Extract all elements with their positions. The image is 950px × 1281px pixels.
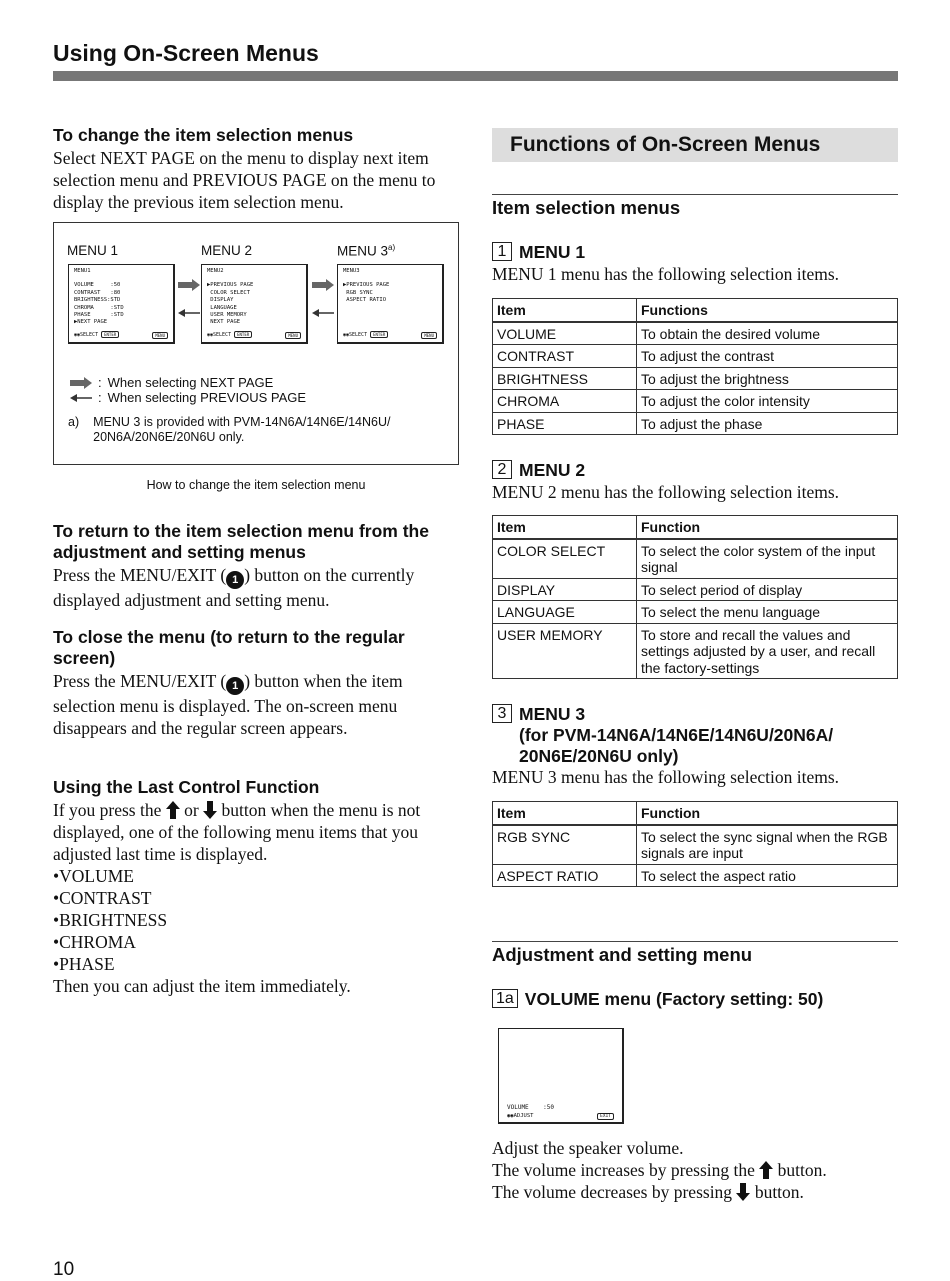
table-row: CHROMA To adjust the color intensity bbox=[493, 390, 898, 413]
up-arrow-icon bbox=[759, 1161, 773, 1179]
close-menu-text: Press the MENU/EXIT ( 1 ) button when the item selection menu is displayed. The on-screen menu disappears and the regular screen appears. bbox=[53, 671, 403, 738]
menu1-heading: 1 MENU 1 bbox=[492, 242, 585, 263]
menu1-table bbox=[492, 298, 898, 435]
legend-previous-page: : When selecting PREVIOUS PAGE bbox=[70, 390, 306, 405]
screen-row: ▶PREVIOUS PAGE bbox=[343, 282, 390, 289]
last-control-section bbox=[53, 777, 463, 997]
table-row: LANGUAGE To select the menu language bbox=[493, 601, 898, 624]
menu-change-diagram bbox=[53, 222, 459, 465]
menu2-table bbox=[492, 515, 898, 679]
menu1-label: MENU 1 bbox=[67, 243, 119, 258]
return-menu-text: Press the MENU/EXIT ( 1 ) button on the currently displayed adjustment and setting menu. bbox=[53, 565, 415, 610]
section-rule bbox=[492, 941, 898, 942]
screen-title: MENU1 bbox=[74, 268, 91, 274]
next-page-arrow-icon bbox=[70, 377, 92, 389]
menu-exit-button-number-icon: 1 bbox=[226, 677, 244, 695]
screen-footer: ◉◉SELECT ENTER MENU bbox=[207, 332, 301, 339]
menu2-intro: MENU 2 menu has the following selection items. bbox=[492, 482, 840, 502]
next-page-arrow-icon bbox=[312, 279, 334, 291]
bullet-item: •VOLUME bbox=[53, 866, 134, 886]
menu2-label: MENU 2 bbox=[201, 243, 253, 258]
return-menu-heading: To return to the item selection menu from the adjustment and setting menus bbox=[53, 521, 429, 562]
table-row: DISPLAY To select period of display bbox=[493, 578, 898, 601]
adjustment-heading: Adjustment and setting menu bbox=[492, 944, 753, 965]
table-row: COLOR SELECT To select the color system of the input signal bbox=[493, 539, 898, 579]
volume-line: The volume decreases by pressing button. bbox=[492, 1182, 804, 1202]
section-banner: Functions of On-Screen Menus bbox=[492, 128, 898, 162]
screen-row: CONTRAST :80 bbox=[74, 289, 121, 296]
bullet-item: •CHROMA bbox=[53, 932, 136, 952]
table-row: ASPECT RATIO To select the aspect ratio bbox=[493, 864, 898, 887]
bullet-item: •PHASE bbox=[53, 954, 115, 974]
diagram-caption: How to change the item selection menu bbox=[146, 478, 366, 492]
screen-row: VOLUME :50 bbox=[74, 282, 121, 289]
table-row: VOLUME To obtain the desired volume bbox=[493, 322, 898, 345]
volume-menu-heading: 1a VOLUME menu (Factory setting: 50) bbox=[492, 989, 823, 1010]
menu2-screen bbox=[201, 264, 308, 344]
bullet-item: •BRIGHTNESS bbox=[53, 910, 168, 930]
previous-page-arrow-icon bbox=[178, 307, 200, 319]
menu2-heading: 2 MENU 2 bbox=[492, 460, 585, 481]
screen-footer: ◉◉SELECT ENTER MENU bbox=[343, 332, 437, 339]
legend-next-page: : When selecting NEXT PAGE bbox=[70, 375, 273, 390]
menu3-table bbox=[492, 801, 898, 887]
menu3-heading: 3 MENU 3 (for PVM-14N6A/14N6E/14N6U/20N6A/ 20N6E/20N6U only) bbox=[492, 704, 833, 767]
last-control-heading: Using the Last Control Function bbox=[53, 777, 320, 797]
page-number: 10 bbox=[53, 1259, 75, 1280]
down-arrow-icon bbox=[203, 801, 217, 819]
previous-page-arrow-icon bbox=[70, 392, 92, 404]
screen-row: ASPECT RATIO bbox=[343, 297, 387, 304]
page-title: Using On-Screen Menus bbox=[53, 40, 319, 66]
change-menus-section bbox=[53, 125, 463, 213]
item-selection-heading: Item selection menus bbox=[492, 197, 681, 218]
screen-title: MENU2 bbox=[207, 268, 224, 274]
menu3-intro: MENU 3 menu has the following selection items. bbox=[492, 767, 840, 787]
screen-row: LANGUAGE bbox=[207, 304, 237, 311]
next-page-arrow-icon bbox=[178, 279, 200, 291]
previous-page-arrow-icon bbox=[312, 307, 334, 319]
table-row: RGB SYNC To select the sync signal when the RGB signals are input bbox=[493, 825, 898, 865]
volume-menu-screen bbox=[498, 1028, 624, 1124]
screen-row: BRIGHTNESS:STD bbox=[74, 297, 121, 304]
change-menus-heading: To change the item selection menus bbox=[53, 125, 354, 145]
screen-row: PHASE :STD bbox=[74, 312, 124, 319]
menu3-screen bbox=[337, 264, 444, 344]
menu1-intro: MENU 1 menu has the following selection items. bbox=[492, 264, 840, 284]
screen-row: ▶NEXT PAGE bbox=[74, 319, 108, 326]
screen-footer: ◉◉ADJUST EXIT bbox=[507, 1113, 614, 1120]
screen-title: MENU3 bbox=[343, 268, 360, 274]
screen-row: NEXT PAGE bbox=[207, 319, 241, 326]
menu3-label: MENU 3$^{a)}$ bbox=[337, 243, 396, 259]
down-arrow-icon bbox=[736, 1183, 750, 1201]
volume-line: Adjust the speaker volume. bbox=[492, 1138, 684, 1158]
menu-exit-button-number-icon: 1 bbox=[226, 571, 244, 589]
screen-row: CHROMA :STD bbox=[74, 304, 124, 311]
table-row: CONTRAST To adjust the contrast bbox=[493, 345, 898, 368]
table-row: PHASE To adjust the phase bbox=[493, 412, 898, 435]
table-row: USER MEMORY To store and recall the values and settings adjusted by a user, and recall the factory-settings bbox=[493, 623, 898, 679]
menu1-screen bbox=[68, 264, 175, 344]
bullet-item: •CONTRAST bbox=[53, 888, 152, 908]
return-menu-section bbox=[53, 521, 463, 611]
diagram-footnote: a) MENU 3 is provided with PVM-14N6A/14N6E/14N6U/ 20N6A/20N6E/20N6U only. bbox=[68, 415, 391, 444]
table-header-row: Item Function bbox=[493, 802, 898, 825]
screen-row: ▶PREVIOUS PAGE bbox=[207, 282, 254, 289]
table-header-row: Item Functions bbox=[493, 299, 898, 322]
close-menu-section bbox=[53, 627, 463, 739]
last-control-text: If you press the or button when the menu is not displayed, one of the following menu items that you adjusted last time is displayed. bbox=[53, 800, 421, 864]
screen-row: USER MEMORY bbox=[207, 312, 247, 319]
screen-row: VOLUME :50 bbox=[507, 1104, 554, 1111]
section-rule bbox=[492, 194, 898, 195]
change-menus-text: Select NEXT PAGE on the menu to display next item selection menu and PREVIOUS PAGE on the menu to display the previous item selection menu. bbox=[53, 148, 436, 212]
volume-description bbox=[492, 1137, 898, 1203]
title-rule bbox=[53, 71, 898, 81]
table-row: BRIGHTNESS To adjust the brightness bbox=[493, 367, 898, 390]
screen-row: DISPLAY bbox=[207, 297, 234, 304]
close-menu-heading: To close the menu (to return to the regular screen) bbox=[53, 627, 405, 668]
up-arrow-icon bbox=[166, 801, 180, 819]
screen-row: COLOR SELECT bbox=[207, 289, 251, 296]
last-control-closing: Then you can adjust the item immediately. bbox=[53, 976, 351, 996]
screen-footer: ◉◉SELECT ENTER MENU bbox=[74, 332, 168, 339]
table-header-row: Item Function bbox=[493, 516, 898, 539]
volume-line: The volume increases by pressing the button. bbox=[492, 1160, 827, 1180]
screen-row: RGB SYNC bbox=[343, 289, 373, 296]
